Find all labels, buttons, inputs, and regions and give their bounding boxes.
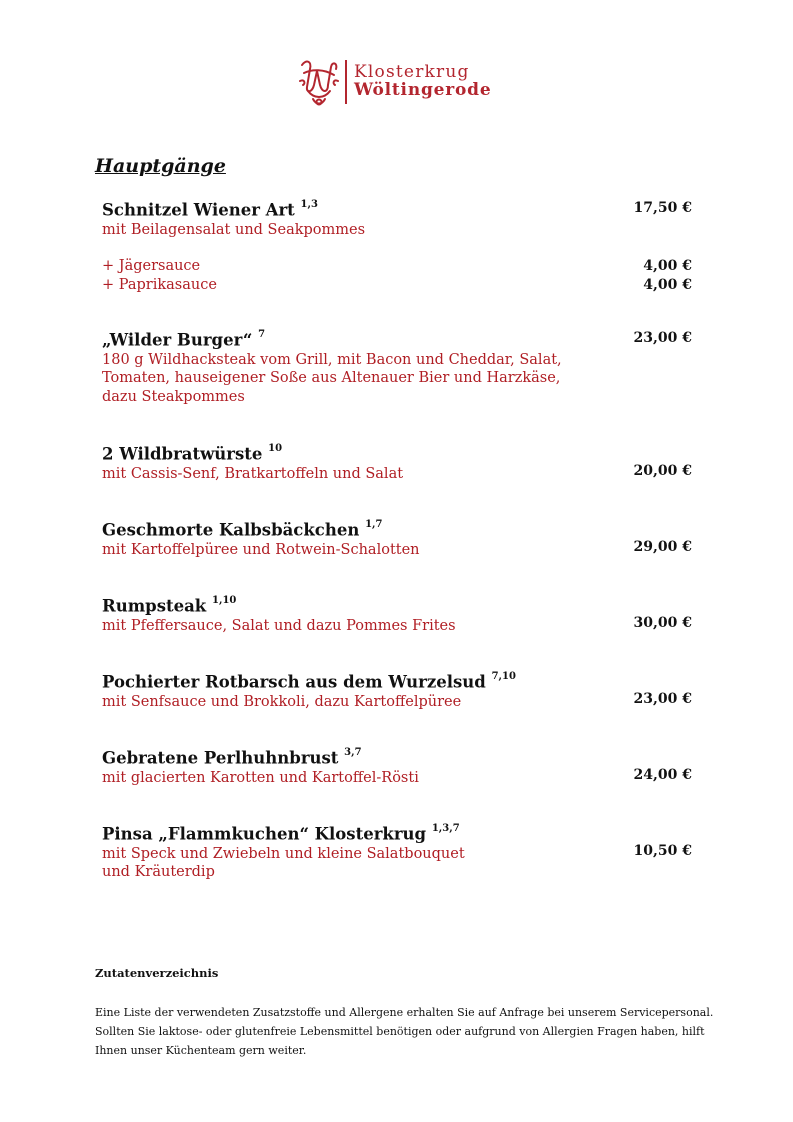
item-price: 30,00 € xyxy=(633,615,692,631)
addon-price: 4,00 € xyxy=(643,258,692,274)
allergen-codes: 7,10 xyxy=(491,671,516,682)
item-price: 23,00 € xyxy=(633,330,692,346)
item-description: und Kräuterdip xyxy=(102,864,215,880)
item-description: mit glacierten Karotten und Kartoffel-Rösti xyxy=(102,769,419,786)
addon-price: 4,00 € xyxy=(643,276,692,293)
menu-item xyxy=(102,517,692,559)
item-name: Geschmorte Kalbsbäckchen xyxy=(102,520,360,540)
allergen-codes: 1,10 xyxy=(212,595,237,606)
item-description: mit Speck und Zwiebeln und kleine Salatbouquet xyxy=(102,845,465,862)
item-description: mit Beilagensalat und Seakpommes xyxy=(102,221,366,238)
menu-item xyxy=(102,197,692,294)
ingredients-notice xyxy=(95,1003,715,1060)
logo-name: Klosterkrug xyxy=(354,62,470,83)
item-price: 20,00 € xyxy=(633,463,692,479)
item-price: 29,00 € xyxy=(633,539,692,555)
menu-item xyxy=(102,669,692,711)
notice-line: Ihnen unser Küchenteam gern weiter. xyxy=(95,1044,307,1057)
item-price: 23,00 € xyxy=(633,691,692,707)
item-name: Pinsa „Flammkuchen“ Klosterkrug xyxy=(102,824,427,844)
allergen-codes: 7 xyxy=(258,329,266,340)
item-name: „Wilder Burger“ xyxy=(102,330,253,350)
brand-logo xyxy=(298,54,491,110)
notice-line: Sollten Sie laktose- oder glutenfreie Lebensmittel benötigen oder aufgrund von Allergien Fragen haben, hilft xyxy=(95,1025,705,1038)
allergen-codes: 10 xyxy=(268,443,283,454)
menu-item xyxy=(102,593,692,635)
logo-location: Wöltingerode xyxy=(354,80,492,100)
item-description: 180 g Wildhacksteak vom Grill, mit Bacon und Cheddar, Salat, xyxy=(102,351,562,368)
item-name: Gebratene Perlhuhnbrust xyxy=(102,748,339,768)
item-description: dazu Steakpommes xyxy=(102,388,245,405)
item-description: Tomaten, hauseigener Soße aus Altenauer Bier und Harzkäse, xyxy=(102,370,561,386)
item-price: 24,00 € xyxy=(633,767,692,783)
item-description: mit Senfsauce und Brokkoli, dazu Kartoffelpüree xyxy=(102,693,462,710)
addon-row xyxy=(102,257,692,276)
item-description: mit Pfeffersauce, Salat und dazu Pommes Frites xyxy=(102,617,456,634)
menu-item xyxy=(102,821,692,882)
allergen-codes: 3,7 xyxy=(344,747,362,758)
monogram-icon xyxy=(298,55,340,109)
item-description: mit Cassis-Senf, Bratkartoffeln und Salat xyxy=(102,465,404,482)
menu-item xyxy=(102,441,692,483)
section-title: Hauptgänge xyxy=(95,155,226,177)
allergen-codes: 1,3 xyxy=(300,199,318,210)
item-price: 10,50 € xyxy=(633,843,692,859)
item-name: 2 Wildbratwürste xyxy=(102,444,263,464)
item-name: Pochierter Rotbarsch aus dem Wurzelsud xyxy=(102,672,486,692)
addon-label: + Paprikasauce xyxy=(102,276,217,293)
logo-divider xyxy=(345,60,347,104)
allergen-codes: 1,7 xyxy=(365,519,383,530)
item-name: Rumpsteak xyxy=(102,596,207,616)
ingredients-heading: Zutatenverzeichnis xyxy=(95,966,219,980)
item-price: 17,50 € xyxy=(633,200,692,216)
item-name: Schnitzel Wiener Art xyxy=(102,200,295,220)
allergen-codes: 1,3,7 xyxy=(431,823,460,834)
addon-row xyxy=(102,276,692,295)
addon-label: + Jägersauce xyxy=(102,258,201,274)
item-description: mit Kartoffelpüree und Rotwein-Schalotten xyxy=(102,541,420,558)
menu-item xyxy=(102,745,692,787)
menu-item xyxy=(102,327,692,406)
notice-line: Eine Liste der verwendeten Zusatzstoffe und Allergene erhalten Sie auf Anfrage bei unserem Servicepersonal. xyxy=(95,1006,714,1019)
